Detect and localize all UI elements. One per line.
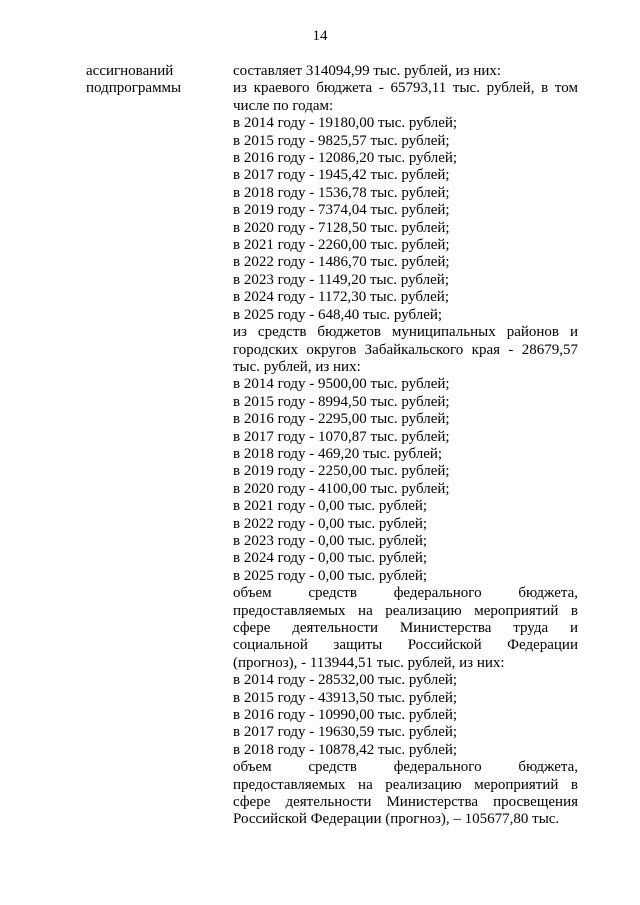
year-amount-line: в 2020 году - 4100,00 тыс. рублей; [233, 480, 450, 497]
year-amount-line: в 2015 году - 43913,50 тыс. рублей; [233, 689, 458, 706]
municipal-budget-heading: из средств бюджетов муниципальных районов и городских округов Забайкальского края - 28679,57 тыс. рублей, из них: [233, 324, 578, 375]
year-amount-line: в 2021 году - 2260,00 тыс. рублей; [233, 237, 450, 254]
year-amount-line: в 2022 году - 0,00 тыс. рублей; [233, 515, 428, 532]
federal-education-heading: объем средств федерального бюджета, предоставляемых на реализацию мероприятий в сфере деятельности Министерства просвещения Российской Федерации (прогноз), – 105677,80 тыс. [233, 759, 578, 828]
left-column [86, 63, 226, 98]
municipal-budget-list [233, 376, 578, 585]
year-amount-line: в 2017 году - 1070,87 тыс. рублей; [233, 428, 450, 445]
year-amount-line: в 2017 году - 1945,42 тыс. рублей; [233, 167, 450, 184]
federal-labor-heading: объем средств федерального бюджета, предоставляемых на реализацию мероприятий в сфере деятельности Министерства труда и социальной защиты Российской Федерации (прогноз), - 113944,51 тыс. рублей, из них: [233, 585, 578, 671]
year-amount-line: в 2017 году - 19630,59 тыс. рублей; [233, 724, 458, 741]
year-amount-line: в 2025 году - 0,00 тыс. рублей; [233, 567, 428, 584]
year-amount-line: в 2015 году - 8994,50 тыс. рублей; [233, 393, 450, 410]
year-amount-line: в 2020 году - 7128,50 тыс. рублей; [233, 219, 450, 236]
year-amount-line: в 2024 году - 0,00 тыс. рублей; [233, 550, 428, 567]
year-amount-line: в 2021 году - 0,00 тыс. рублей; [233, 498, 428, 515]
year-amount-line: в 2016 году - 2295,00 тыс. рублей; [233, 411, 450, 428]
left-label-line: ассигнований [86, 63, 174, 79]
year-amount-line: в 2019 году - 2250,00 тыс. рублей; [233, 463, 450, 480]
total-intro: составляет 314094,99 тыс. рублей, из них: [233, 63, 502, 79]
year-amount-line: в 2023 году - 0,00 тыс. рублей; [233, 532, 428, 549]
year-amount-line: в 2018 году - 469,20 тыс. рублей; [233, 445, 443, 462]
year-amount-line: в 2015 году - 9825,57 тыс. рублей; [233, 132, 450, 149]
year-amount-line: в 2019 году - 7374,04 тыс. рублей; [233, 202, 450, 219]
page-number: 14 [312, 28, 328, 44]
year-amount-line: в 2025 году - 648,40 тыс. рублей; [233, 306, 443, 323]
year-amount-line: в 2024 году - 1172,30 тыс. рублей; [233, 289, 449, 306]
federal-labor-list [233, 672, 578, 759]
year-amount-line: в 2023 году - 1149,20 тыс. рублей; [233, 271, 449, 288]
regional-budget-heading: из краевого бюджета - 65793,11 тыс. рублей, в том числе по годам: [233, 80, 578, 114]
year-amount-line: в 2022 году - 1486,70 тыс. рублей; [233, 254, 450, 271]
year-amount-line: в 2014 году - 9500,00 тыс. рублей; [233, 376, 450, 393]
regional-budget-list [233, 115, 578, 324]
year-amount-line: в 2016 году - 12086,20 тыс. рублей; [233, 150, 458, 167]
year-amount-line: в 2016 году - 10990,00 тыс. рублей; [233, 707, 458, 724]
year-amount-line: в 2018 году - 1536,78 тыс. рублей; [233, 184, 450, 201]
year-amount-line: в 2014 году - 28532,00 тыс. рублей; [233, 672, 458, 689]
left-label-line: подпрограммы [86, 80, 182, 97]
right-column [233, 63, 578, 829]
year-amount-line: в 2014 году - 19180,00 тыс. рублей; [233, 115, 458, 132]
year-amount-line: в 2018 году - 10878,42 тыс. рублей; [233, 741, 458, 758]
